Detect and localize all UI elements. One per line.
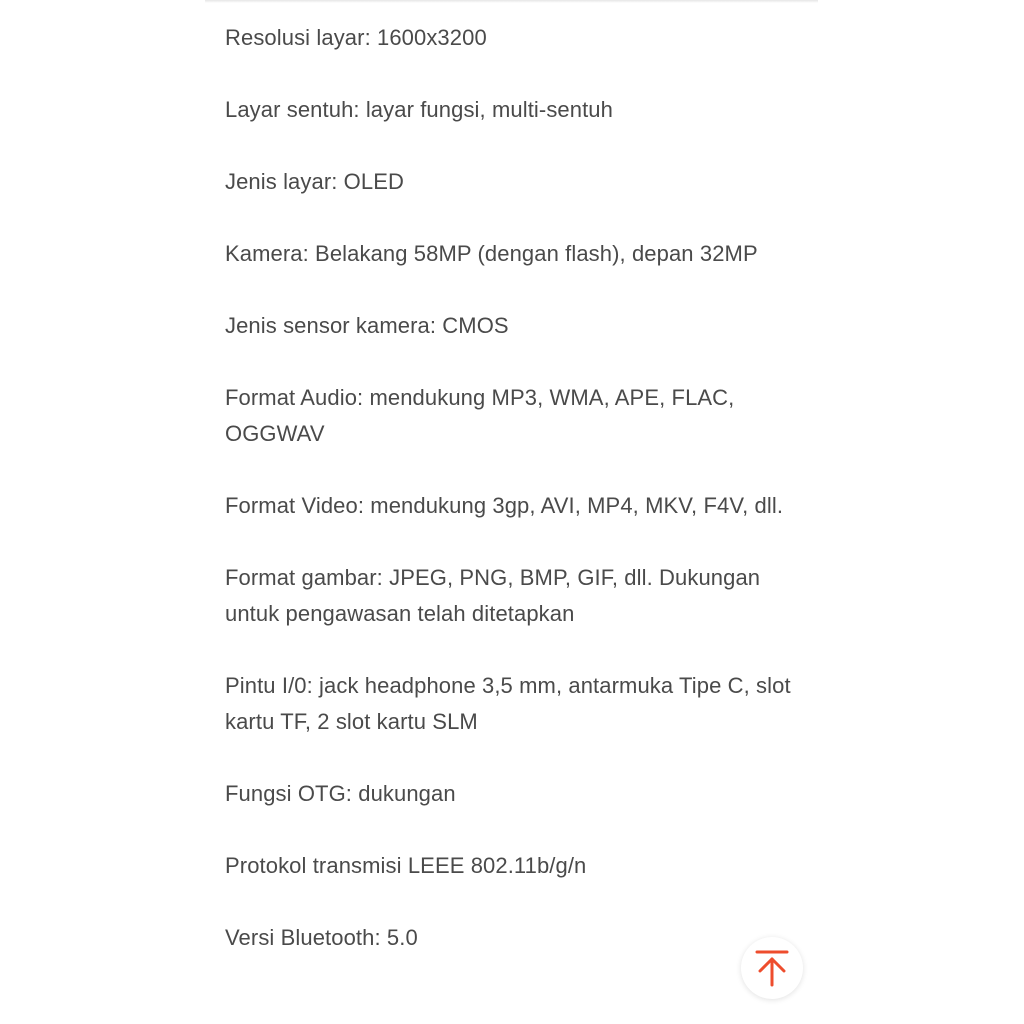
spec-item: Fungsi OTG: dukungan: [225, 781, 456, 806]
spec-item: Format Video: mendukung 3gp, AVI, MP4, MKV, F4V, dll.: [225, 493, 784, 518]
arrow-up-to-top-icon: [755, 949, 789, 987]
header-divider: [205, 0, 818, 3]
spec-item: Pintu I/0: jack headphone 3,5 mm, antarmuka Tipe C, slot kartu TF, 2 slot kartu SLM: [225, 673, 791, 734]
spec-item: Layar sentuh: layar fungsi, multi-sentuh: [225, 97, 613, 122]
spec-list: [225, 20, 800, 992]
spec-item: Resolusi layar: 1600x3200: [225, 25, 487, 50]
spec-item: Format gambar: JPEG, PNG, BMP, GIF, dll. Dukungan untuk pengawasan telah ditetapkan: [225, 565, 761, 626]
spec-item: Jenis sensor kamera: CMOS: [225, 313, 509, 338]
spec-item: Format Audio: mendukung MP3, WMA, APE, FLAC, OGGWAV: [225, 385, 735, 446]
spec-item: Versi Bluetooth: 5.0: [225, 925, 418, 950]
back-to-top-button[interactable]: [741, 937, 803, 999]
spec-item: Protokol transmisi LEEE 802.11b/g/n: [225, 853, 587, 878]
spec-item: Kamera: Belakang 58MP (dengan flash), depan 32MP: [225, 241, 758, 266]
spec-item: Jenis layar: OLED: [225, 169, 404, 194]
